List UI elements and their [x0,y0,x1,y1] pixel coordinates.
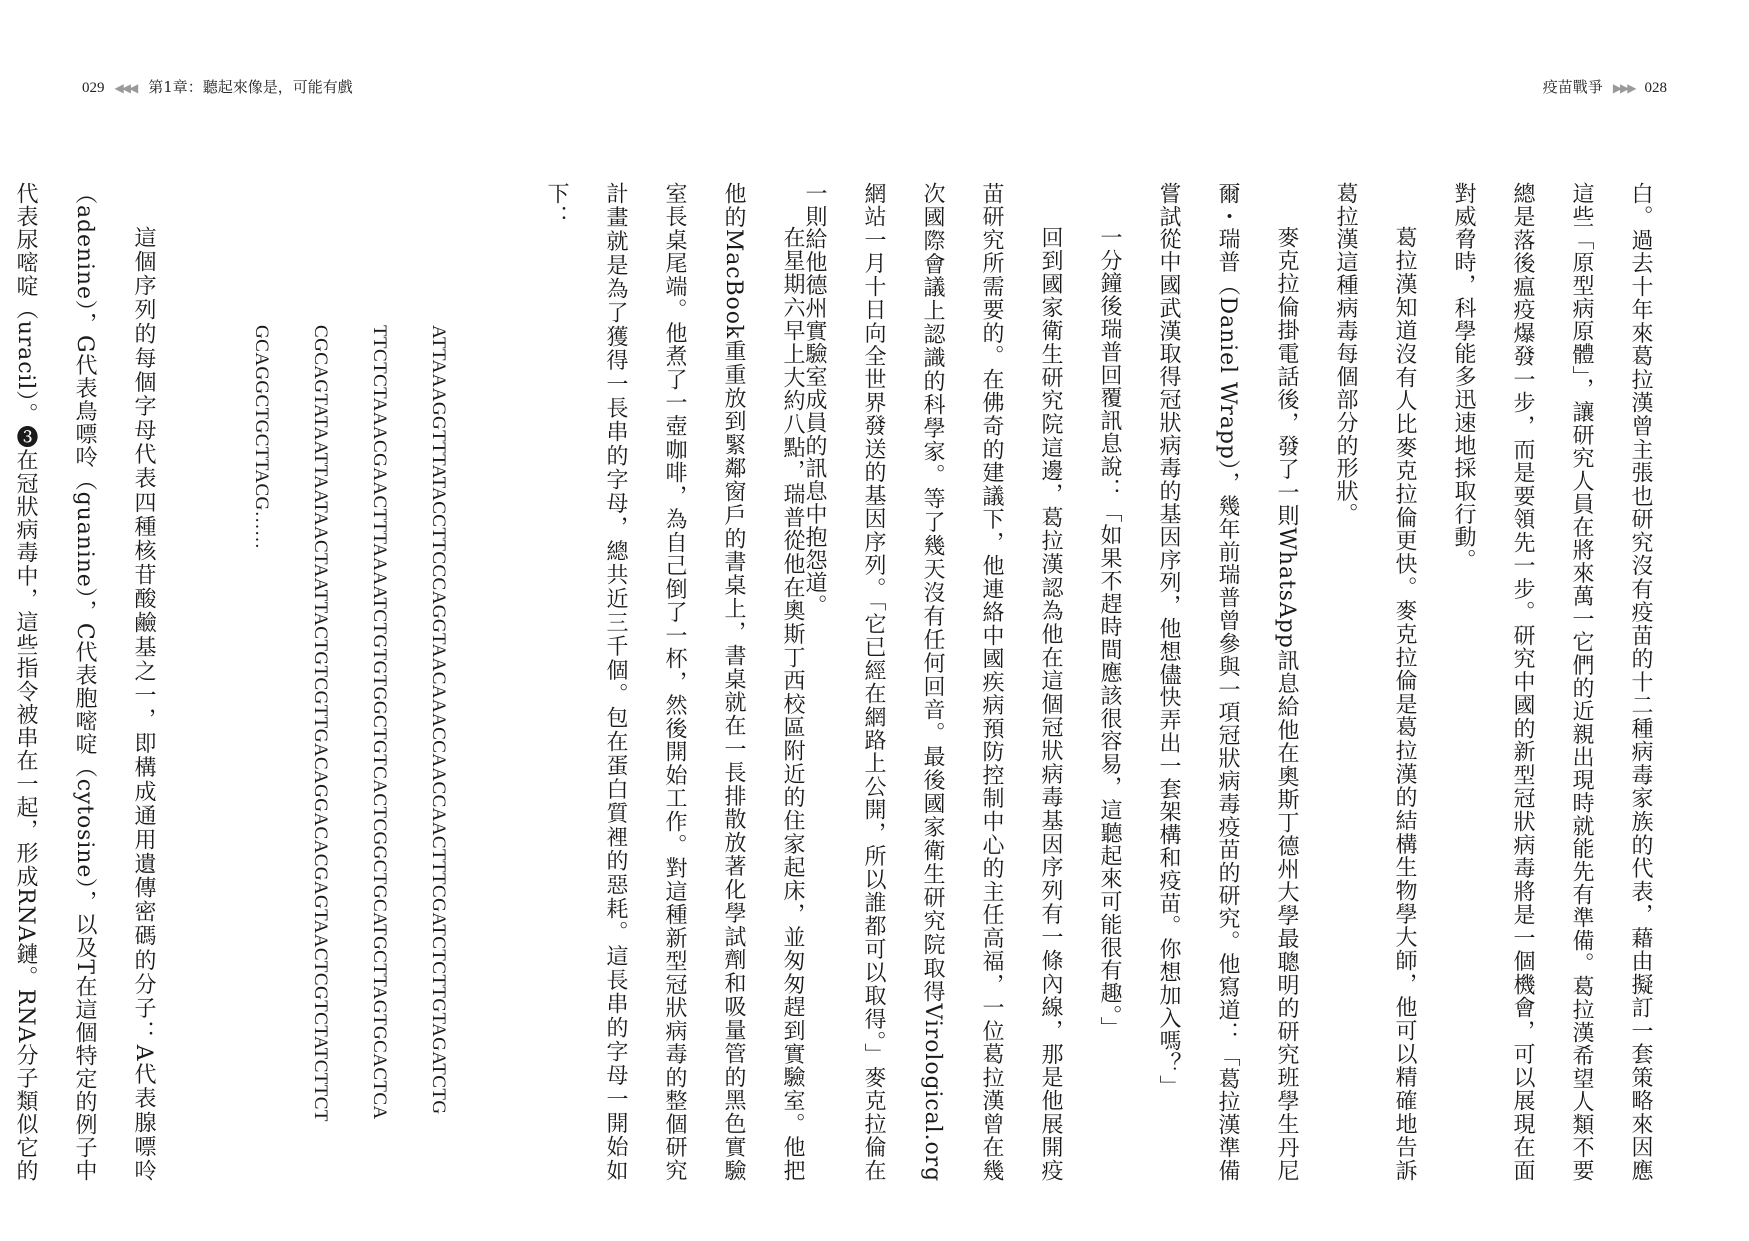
sequence-line: CGCAGTATAATTAATAACTAATTACTGTCGTTGACAGGACACGAGTAACTCGTCTATCTTCT [310,324,331,1122]
left-page-number: 029 [82,80,105,96]
right-page-number: 028 [1644,80,1667,96]
paragraph: 麥克拉倫掛電話後，發了一則WhatsApp訊息給他在奧斯丁德州大學最聰明的研究班學生丹尼爾・瑞普（Daniel Wrapp），幾年前瑞普曾參與一項冠狀病毒疫苗的研究。他寫道：「葛拉漢準備嘗試從中國武漢取得冠狀病毒的基因序列，他想儘快弄出一套架構和疫苗。你想加入嗎？」 [1156,182,1299,1182]
right-arrows-icon: ▶▶▶ [1612,81,1635,95]
paragraph: 一分鐘後瑞普回覆訊息說：「如果不趕時間應該很容易，這聽起來可能很有趣。」 [1097,226,1122,1040]
paragraph: 在星期六早上大約八點，瑞普從他在奧斯丁西校區附近的住家起床，並匆匆趕到實驗室。他把他的MacBook重重放到緊鄰窗戶的書桌上，書桌就在一長排散放著化學試劑和吸量管的黑色實驗室長桌尾端。他煮了一壺咖啡，為自己倒了一杯，然後開始工作。對這種新型冠狀病毒的整個研究計畫就是為了獲得一長串的字母，總共近三千個。包在蛋白質裡的惡耗。這長串的字母一開始如下： [544,182,805,1182]
sequence-line: ATTAAAGGTTTATACCTTCCCAGGTAACAAACCAACCAACTTTCGATCTCTTGTAGATCTG [428,324,449,1114]
left-page-header [82,78,353,97]
paragraph: 葛拉漢知道沒有人比麥克拉倫更快。麥克拉倫是葛拉漢的結構生物學大師，他可以精確地告訴葛拉漢這種病毒每個部分的形狀。 [1333,182,1417,1182]
sequence-line: GCAGGCTGCTTACG…… [251,324,272,549]
left-page-body [13,182,822,1182]
paragraph: 回到國家衛生研究院這邊，葛拉漢認為他在這個冠狀病毒基因序列有一條內線，那是他展開疫苗研究所需要的。在佛奇的建議下，他連絡中國疾病預防控制中心的主任高福，一位葛拉漢曾在幾次國際會議上認識的科學家。等了幾天沒有任何回音。最後國家衛生研究院取得Virological.org網站一月十日向全世界發送的基因序列。「它已經在網路上公開，所以誰都可以取得。」麥克拉倫在一則給他德州實驗室成員的訊息中抱怨道。 [802,182,1063,1182]
left-arrows-icon: ◀◀◀ [114,81,137,95]
chapter-title: 第1章：聽起來像是，可能有戲 [148,78,353,96]
book-title: 疫苗戰爭 [1542,78,1603,96]
right-page-body [802,182,1670,1182]
right-page-header [1543,78,1667,97]
paragraph: 這個序列的每個字母代表四種核苷酸鹼基之一，即構成通用遺傳密碼的分子：A代表腺嘌呤（adenine），G代表鳥嘌呤（guanine），C代表胞嘧啶（cytosine），以及T在這個特定的例子中代表尿嘧啶（uracil）。❸在冠狀病毒中，這些指令被串在一起，形成RNA鏈。RNA分子類似它的 [13,182,156,1182]
paragraph: 白。過去十年來葛拉漢曾主張也研究沒有疫苗的十二種病毒家族的代表，藉由擬訂一套策略來因應這些「原型病原體」，讓研究人員在將來萬一它們的近親出現時就能先有準備。葛拉漢希望人類不要總是落後瘟疫爆發一步，而是要領先一步。研究中國的新型冠狀病毒將是一個機會，可以展現在面對威脅時，科學能多迅速地採取行動。 [1451,182,1653,1182]
sequence-line: TTCTCTAAACGAACTTTAAAATCTGTGTGGCTGTCACTCGGCTGCATGCTTAGTGCACTCA [369,324,390,1120]
